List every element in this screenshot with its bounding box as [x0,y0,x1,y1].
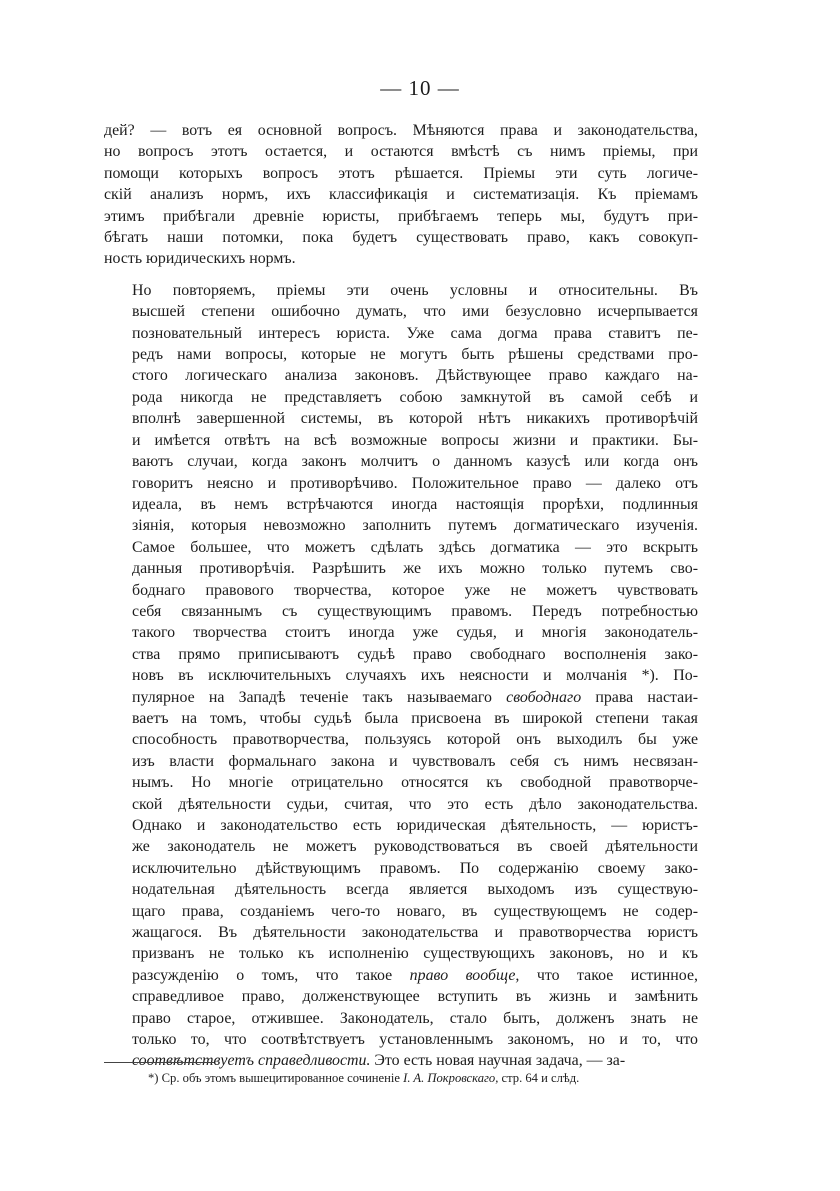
text-line: призванъ не только къ исполненію существующихъ законовъ, но и къ [132,945,698,963]
body-text [104,120,698,1072]
paragraph-1 [104,120,698,270]
paragraph-2 [104,280,698,1072]
text-line: стого логическаго анализа законовъ. Дѣйствующее право каждаго на- [132,367,698,385]
text-line: щаго права, созданіемъ чего-то новаго, въ существующемъ не содер- [132,902,698,920]
text-line: разсужденію о томъ, что такое право вообще, что такое истинное, [132,966,698,984]
text-line: Но повторяемъ, пріемы эти очень условны и относительны. Въ [132,281,698,299]
text-line: изъ власти формальнаго закона и чувствовалъ себя съ нимъ несвязан- [132,752,698,770]
text-line: скій анализъ нормъ, ихъ классификація и систематизація. Къ пріемамъ [104,186,698,204]
text-line: пулярное на Западѣ теченіе такъ называемаго свободнаго права настаи- [132,688,698,706]
text-line: ность юридическихъ нормъ. [104,250,296,268]
text-line: такого творчества стоитъ иногда уже судья, и многія законодатель- [132,624,698,642]
text-line: ской дѣятельности судьи, считая, что это есть дѣло законодательства. [132,795,698,813]
text-line: Однако и законодательство есть юридическая дѣятельность, — юристъ- [132,817,698,834]
text-line: право старое, отжившее. Законодатель, стало быть, долженъ знать не [132,1009,698,1027]
text-line: ства прямо приписываютъ судьѣ право свободнаго восполненія зако- [132,645,698,663]
text-line: Самое большее, что можетъ сдѣлать здѣсь догматика — это вскрыть [132,538,698,556]
text-line: но вопросъ этотъ остается, и остаются вмѣстѣ съ нимъ пріемы, при [104,143,698,161]
text-line: же законодатель не можетъ руководствоваться въ своей дѣятельности [132,838,698,856]
text-line: вполнѣ завершенной системы, въ которой нѣтъ никакихъ противорѣчій [132,410,698,428]
footnote-marker: *) [148,1071,159,1085]
text-line: соотвѣтствуетъ справедливости. Это есть новая научная задача, — за- [132,1052,626,1070]
text-line: способность правотворчества, пользуясь которой онъ выходилъ бы уже [132,731,698,749]
text-line: ваютъ случаи, когда законъ молчитъ о данномъ казусѣ или когда онъ [132,453,698,471]
text-line: идеала, въ немъ встрѣчаются иногда настоящія прорѣхи, подлинныя [132,495,698,513]
text-line: только то, что соотвѣтствуетъ установленнымъ закономъ, но и то, что [132,1031,698,1049]
text-line: зіянія, которыя невозможно заполнить путемъ догматическаго изученія. [132,517,698,535]
text-line: нодательная дѣятельность всегда является выходомъ изъ существую- [132,881,698,899]
footnote-text-before: Ср. объ этомъ вышецитированное сочиненіе [158,1071,404,1085]
text-line: новъ въ исключительныхъ случаяхъ ихъ неясности и молчанія *). По- [132,667,698,685]
footnote [148,1070,708,1086]
text-line: жащагося. Въ дѣятельности законодательства и правотворчества юристъ [132,924,698,942]
text-line: и имѣется отвѣтъ на всѣ возможные вопросы жизни и практики. Бы- [132,431,698,449]
text-line: справедливое право, долженствующее вступить въ жизнь и замѣнить [132,988,698,1006]
text-line: себя связаннымъ съ существующимъ правомъ. Передъ потребностью [132,602,698,620]
text-line: рода никогда не представляетъ собою замкнутой въ самой себѣ и [132,388,698,406]
italic-emphasis: право вообще, [409,966,520,984]
text-line: редъ нами вопросы, которые не могутъ быть рѣшены средствами про- [132,346,698,364]
text-line: говоритъ неясно и противорѣчиво. Положительное право — далеко отъ [132,474,698,492]
text-line: ваетъ на томъ, чтобы судьѣ была присвоена въ широкой степени такая [132,709,698,727]
text-line: помощи которыхъ вопросъ этотъ рѣшается. Пріемы эти суть логиче- [104,164,698,182]
text-line: этимъ прибѣгали древніе юристы, прибѣгаемъ теперь мы, будутъ при- [104,207,698,225]
text-line: высшей степени ошибочно думать, что ими безусловно исчерпывается [132,303,698,321]
footnote-text-after: стр. 64 и слѣд. [498,1071,580,1085]
footnote-author: I. A. Покровскаго, [403,1071,499,1085]
page-number: — 10 — [380,76,460,100]
footnote-rule [104,1062,214,1063]
text-line: дей? — вотъ ея основной вопросъ. Мѣняются права и законодательства, [104,122,698,139]
italic-emphasis: свободнаго [506,688,582,706]
text-line: боднаго правового творчества, которое уже не можетъ чувствовать [132,581,698,599]
italic-emphasis: соотвѣтствуетъ справедливости. [132,1052,371,1070]
text-line: бѣгать наши потомки, пока будетъ существовать право, какъ совокуп- [104,229,698,247]
text-line: исключительно дѣйствующимъ правомъ. По содержанію своему зако- [132,859,698,877]
text-line: нымъ. Но многіе отрицательно относятся къ свободной правотворче- [132,774,698,792]
text-line: данныя противорѣчія. Разрѣшить же ихъ можно только путемъ сво- [132,560,698,578]
text-line: позновательный интересъ юриста. Уже сама догма права ставитъ пе- [132,324,698,342]
